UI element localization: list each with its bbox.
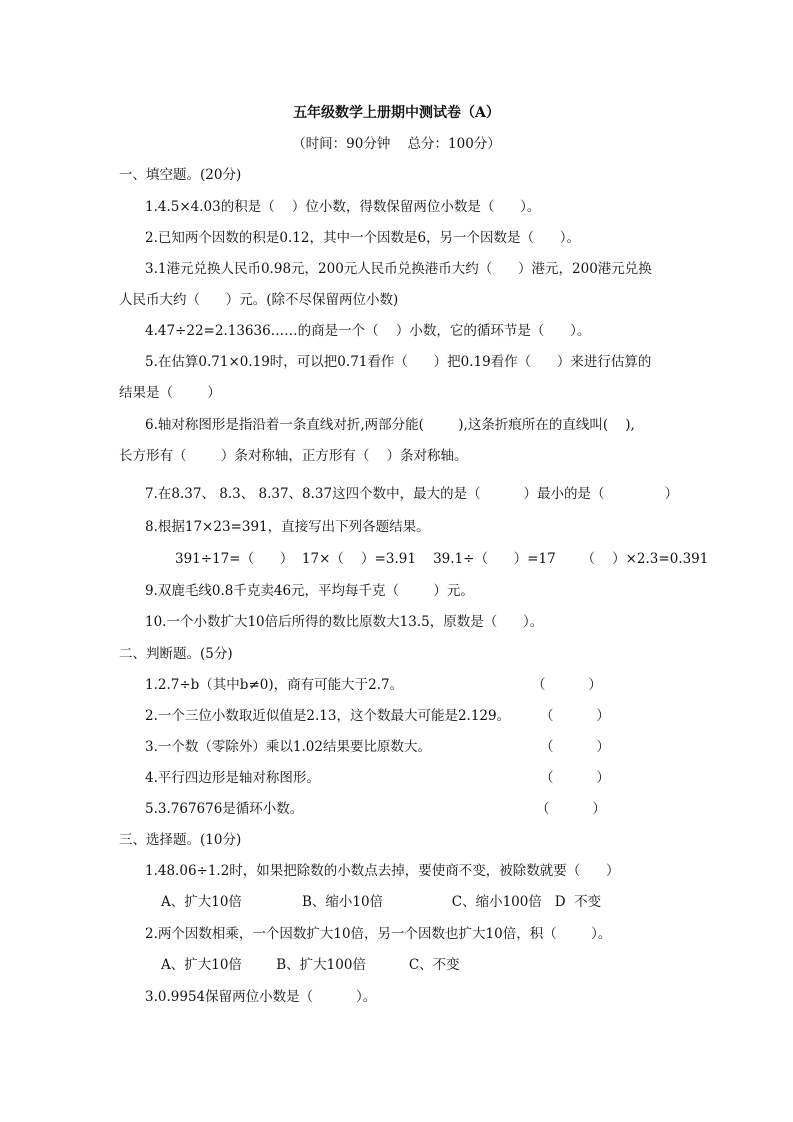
exam-subtitle: （时间：90分钟 总分：100分）	[292, 136, 501, 152]
s1-question-3-line1: 3.1港元兑换人民币0.98元，200元人民币兑换港币大约（ ）港元，200港元兑换	[145, 261, 652, 277]
s1-question-6-line2: 长方形有（ ）条对称轴，正方形有（ ）条对称轴。	[119, 448, 468, 464]
s2-answer-bracket-3: （ ）	[540, 739, 610, 755]
s1-question-3-line2: 人民币大约（ ）元。(除不尽保留两位小数)	[119, 292, 399, 308]
s2-answer-bracket-2: （ ）	[540, 708, 610, 724]
s1-question-6-line1: 6.轴对称图形是指沿着一条直线对折,两部分能( ),这条折痕所在的直线叫( ),	[145, 417, 635, 433]
s2-question-1: 1.2.7÷b（其中b≠0)，商有可能大于2.7。	[145, 677, 404, 693]
s2-answer-bracket-5: （ ）	[536, 801, 606, 817]
s3-question-3: 3.0.9954保留两位小数是（ ）。	[145, 989, 377, 1005]
s1-question-2: 2.已知两个因数的积是0.12，其中一个因数是6，另一个因数是（ ）。	[145, 230, 581, 246]
section2-heading: 二、判断题。(5分)	[119, 646, 233, 662]
s2-question-2: 2.一个三位小数取近似值是2.13，这个数最大可能是2.129。	[145, 708, 511, 724]
exam-title: 五年级数学上册期中测试卷（A）	[293, 105, 500, 121]
s1-question-5-line2: 结果是（ ）	[119, 385, 221, 401]
s2-answer-bracket-4: （ ）	[540, 770, 610, 786]
s1-question-8-items: 391÷17=（ ） 17×（ ）=3.91 39.1÷（ ）=17 （ ）×2.3=0.391	[175, 551, 709, 567]
s1-question-8: 8.根据17×23=391，直接写出下列各题结果。	[145, 519, 430, 535]
s3-question-2-options: A、扩大10倍 B、扩大100倍 C、不变	[161, 957, 460, 973]
s1-question-1: 1.4.5×4.03的积是（ ）位小数，得数保留两位小数是（ ）。	[145, 199, 541, 215]
s1-question-7: 7.在8.37、 8.3、 8.37、8.37这四个数中，最大的是（ ）最小的是（ ）	[145, 486, 679, 502]
s1-question-9: 9.双鹿毛线0.8千克卖46元，平均每千克（ ）元。	[145, 583, 474, 599]
s3-question-2: 2.两个因数相乘，一个因数扩大10倍，另一个因数也扩大10倍，积（ ）。	[145, 926, 612, 942]
s3-question-1-options: A、扩大10倍 B、缩小10倍 C、缩小100倍 D 不变	[161, 894, 602, 910]
s2-answer-bracket-1: （ ）	[532, 677, 602, 693]
s2-question-4: 4.平行四边形是轴对称图形。	[145, 770, 320, 786]
section1-heading: 一、填空题。(20分)	[119, 167, 242, 183]
s2-question-3: 3.一个数（零除外）乘以1.02结果要比原数大。	[145, 739, 431, 755]
s1-question-10: 10.一个小数扩大10倍后所得的数比原数大13.5，原数是（ ）。	[145, 614, 544, 630]
s1-question-5-line1: 5.在估算0.71×0.19时，可以把0.71看作（ ）把0.19看作（ ）来进行估算的	[145, 354, 652, 370]
s2-question-5: 5.3.767676是循环小数。	[145, 801, 304, 817]
s3-question-1: 1.48.06÷1.2时，如果把除数的小数点去掉，要使商不变，被除数就要（ ）	[145, 863, 620, 879]
s1-question-4: 4.47÷22=2.13636……的商是一个（ ）小数，它的循环节是（ ）。	[145, 323, 591, 339]
section3-heading: 三、选择题。(10分)	[119, 832, 242, 848]
